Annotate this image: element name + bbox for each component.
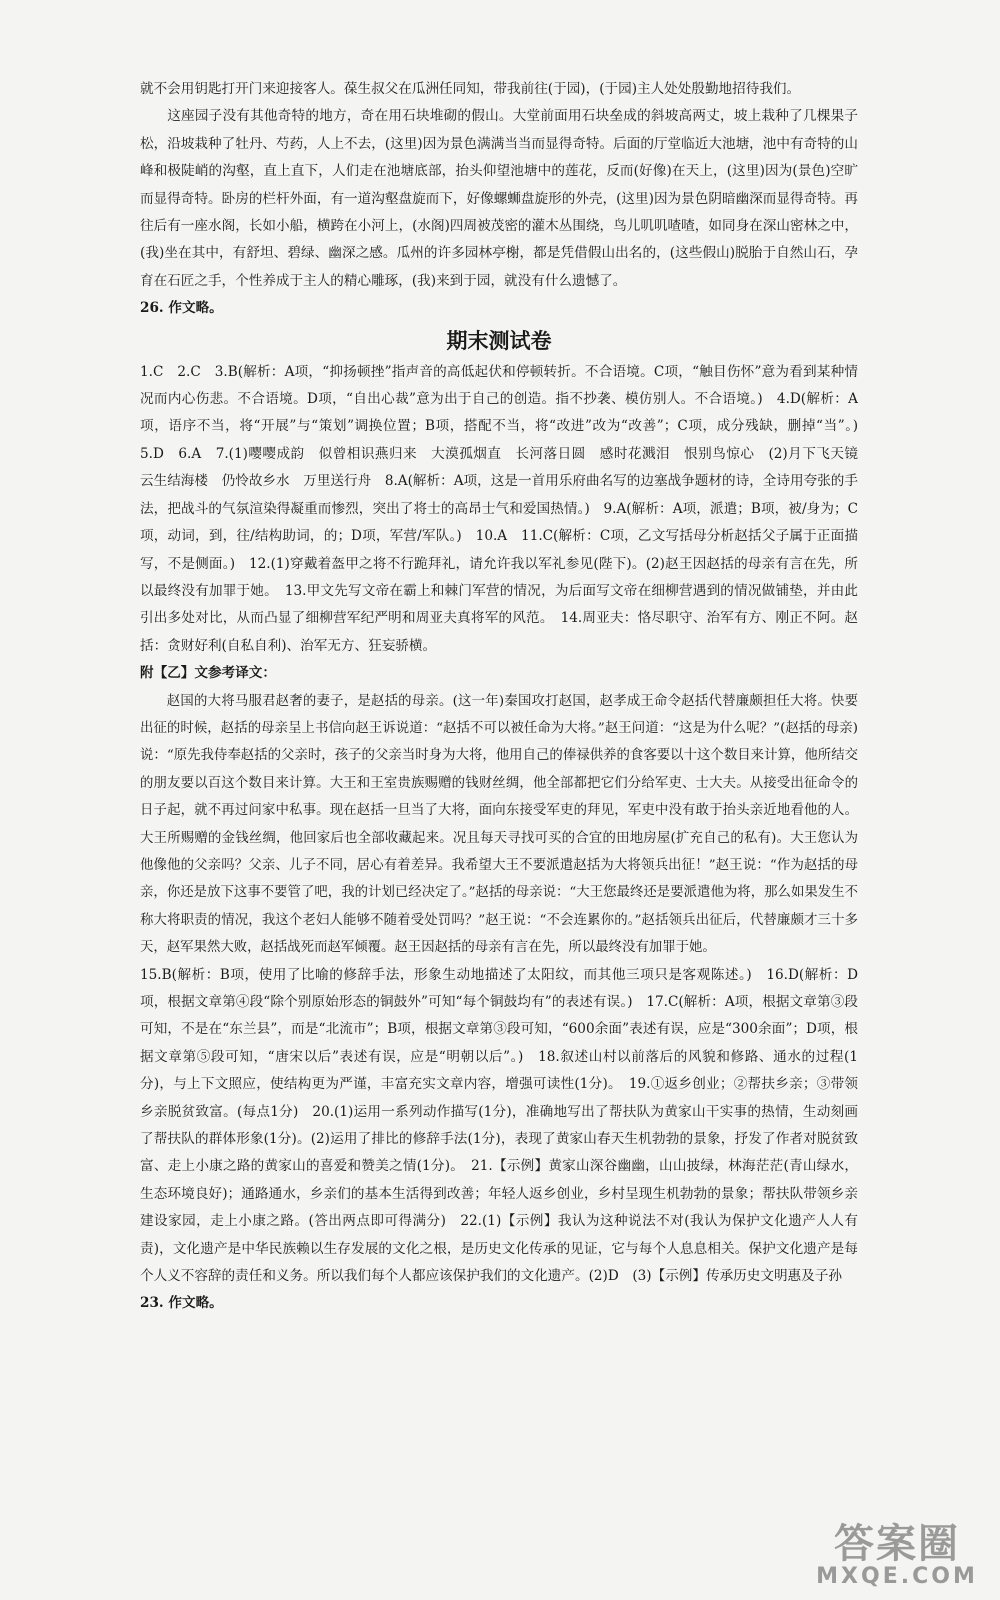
question-26: 26. 作文略。	[140, 300, 223, 317]
translation-heading: 附【乙】文参考译文：	[140, 665, 276, 682]
watermark-logo	[812, 1522, 982, 1590]
watermark-site-text: MXQE.COM	[816, 1564, 978, 1589]
translation-text: 赵国的大将马服君赵奢的妻子，是赵括的母亲。(这一年)秦国攻打赵国，赵孝成王命令赵括代替廉颇担任大将。快要出征的时候，赵括的母亲呈上书信向赵王诉说道：“赵括不可以被任命为大将。”赵王问道：“这是为什么呢？”(赵括的母亲)说：“原先我侍奉赵括的父亲时，孩子的父亲当时身为大将，他用自己的俸禄供养的食客要以十这个数目来计算，他所结交的朋友要以百这个数目来计算。大王和王室贵族赐赠的钱财丝绸，他全部都把它们分给军吏、士大夫。从接受出征命令的日子起，就不再过问家中私事。现在赵括一旦当了大将，面向东接受军吏的拜见，军吏中没有敢于抬头亲近地看他的人。大王所赐赠的金钱丝绸，他回家后也全部收藏起来。况且每天寻找可买的合宜的田地房屋(扩充自己的私有)。大王您认为他像他的父亲吗？父亲、儿子不同，居心有着差异。我希望大王不要派遣赵括为大将领兵出征！”赵王说：“作为赵括的母亲，你还是放下这事不要管了吧，我的计划已经决定了。”赵括的母亲说：“大王您最终还是要派遣他为将，那么如果发生不称大将职责的情况，我这个老妇人能够不随着受处罚吗？”赵王说：“不会连累你的。”赵括领兵出征后，代替廉颇才三十多天，赵军果然大败，赵括战死而赵军倾覆。赵王因赵括的母亲有言在先，所以最终没有加罪于她。	[140, 693, 858, 956]
answers-part-2: 15.B(解析：B项，使用了比喻的修辞手法，形象生动地描述了太阳纹，而其他三项只是客观陈述。) 16.D(解析：D项，根据文章第④段“除个别原始形态的铜鼓外”可知“每个铜鼓均有”的表述有误。) 17.C(解析：A项，根据文章第③段可知，不是在“东兰县”，而是“北流市”；B项，根据文章第③段可知，“600余面”表述有误，应是“300余面”；D项，根据文章第⑤段可知，“唐宋以后”表述有误，应是“明朝以后”。) 18.叙述山村以前落后的风貌和修路、通水的过程(1分)，与上下文照应，使结构更为严谨，丰富充实文章内容，增强可读性(1分)。 19.①返乡创业；②帮扶乡亲；③带领乡亲脱贫致富。(每点1分) 20.(1)运用一系列动作描写(1分)，准确地写出了帮扶队为黄家山干实事的热情，生动刻画了帮扶队的群体形象(1分)。(2)运用了排比的修辞手法(1分)，表现了黄家山春天生机勃勃的景象，抒发了作者对脱贫致富、走上小康之路的黄家山的喜爱和赞美之情(1分)。 21.【示例】黄家山深谷幽幽，山山披绿，林海茫茫(青山绿水，生态环境良好)；通路通水，乡亲们的基本生活得到改善；年轻人返乡创业，乡村呈现生机勃勃的景象；帮扶队带领乡亲建设家园，走上小康之路。(答出两点即可得满分) 22.(1)【示例】我认为这种说法不对(我认为保护文化遗产人人有责)，文化遗产是中华民族赖以生存发展的文化之根，是历史文化传承的见证，它与每个人息息相关。保护文化遗产是每个人义不容辞的责任和义务。所以我们每个人都应该保护我们的文化遗产。(2)D (3)【示例】传承历史文明惠及子孙	[140, 966, 858, 1285]
watermark-main-text: 答案圈	[834, 1520, 960, 1567]
question-23: 23. 作文略。	[140, 1295, 223, 1312]
section-title: 期末测试卷	[446, 327, 552, 353]
answers-part-1: 1.C 2.C 3.B(解析：A项，“抑扬顿挫”指声音的高低起伏和停顿转折。不合语境。C项，“触目伤怀”意为看到某种情况而内心伤悲。不合语境。D项，“自出心裁”意为出于自己的创造。指不抄袭、模仿别人。不合语境。) 4.D(解析：A项，语序不当，将“开展”与“策划”调换位置；B项，搭配不当，将“改进”改为“改善”；C项，成分残缺，删掉“当”。) 5.D 6.A 7.(1)嘤嘤成韵 似曾相识燕归来 大漠孤烟直 长河落日圆 感时花溅泪 恨别鸟惊心 (2)月下飞天镜 云生结海楼 仍怜故乡水 万里送行舟 8.A(解析：A项，这是一首用乐府曲名写的边塞战争题材的诗，全诗用夸张的手法，把战斗的气氛渲染得凝重而惨烈，突出了将士的高昂士气和爱国热情。) 9.A(解析：A项，派遣；B项，被/身为；C项，动词，到，往/结构助词，的；D项，军营/军队。) 10.A 11.C(解析：C项，乙文写括母分析赵括父子属于正面描写，不是侧面。) 12.(1)穿戴着盔甲之将不行跪拜礼，请允许我以军礼参见(陛下)。(2)赵王因赵括的母亲有言在先，所以最终没有加罪于她。 13.甲文先写文帝在霸上和棘门军营的情况，为后面写文帝在细柳营遇到的情况做铺垫，并由此引出多处对比，从而凸显了细柳营军纪严明和周亚夫真将军的风范。 14.周亚夫：恪尽职守、治军有方、刚正不阿。赵括：贪财好利(自私自利)、治军无方、狂妄骄横。	[140, 363, 872, 654]
answer-page	[140, 76, 872, 1318]
prev-paragraph-2: 这座园子没有其他奇特的地方，奇在用石块堆砌的假山。大堂前面用石块垒成的斜坡高两丈，坡上栽种了几棵果子松，沿坡栽种了牡丹、芍药，人上不去，(这里)因为景色满满当当而显得奇特。后面的厅堂临近大池塘，池中有奇特的山峰和极陡峭的沟壑，直上直下，人们走在池塘底部，抬头仰望池塘中的莲花，反而(好像)在天上，(这里)因为(景色)空旷而显得奇特。卧房的栏杆外面，有一道沟壑盘旋而下，好像螺蛳盘旋形的外壳，(这里)因为景色阴暗幽深而显得奇特。再往后有一座水阁，长如小船，横跨在小河上，(水阁)四周被茂密的灌木丛围绕，鸟儿叽叽喳喳，如同身在深山密林之中，(我)坐在其中，有舒坦、碧绿、幽深之感。瓜州的许多园林亭榭，都是凭借假山出名的，(这些假山)脱胎于自然山石，孕育在石匠之手，个性养成于主人的精心雕琢，(我)来到于园，就没有什么遗憾了。	[140, 108, 858, 289]
prev-paragraph-1: 就不会用钥匙打开门来迎接客人。葆生叔父在瓜洲任同知，带我前往(于园)，(于园)主人处处殷勤地招待我们。	[140, 81, 801, 97]
